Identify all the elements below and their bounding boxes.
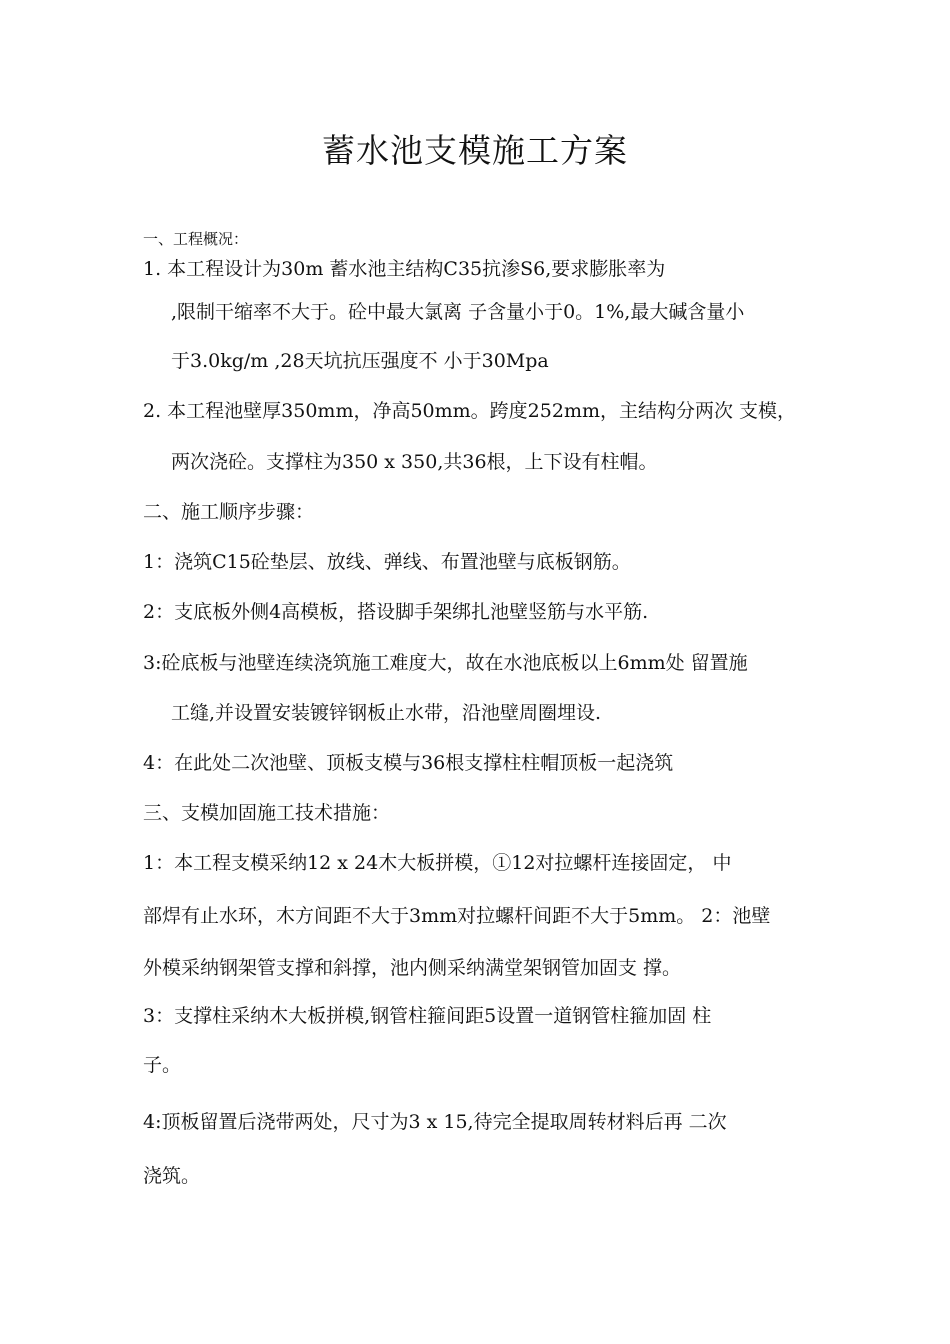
paragraph-line: ,限制干缩率不大于。砼中最大氯离 子含量小于0。1%,最大碱含量小 — [171, 301, 745, 323]
paragraph-line: 部焊有止水环，木方间距不大于3mm对拉螺杆间距不大于5mm。 2：池壁 — [143, 905, 771, 927]
paragraph-line: 1. 本工程设计为30m 蓄水池主结构C35抗渗S6,要求膨胀率为 — [143, 258, 666, 280]
paragraph-line: 2：支底板外侧4高模板，搭设脚手架绑扎池壁竖筋与水平筋. — [143, 601, 649, 623]
paragraph-line: 外模采纳钢架管支撑和斜撑，池内侧采纳满堂架钢管加固支 撑。 — [143, 957, 682, 979]
paragraph-line: 于3.0kg/m ,28天坑抗压强度不 小于30Mpa — [171, 350, 549, 372]
paragraph-line: 1：本工程支模采纳12 x 24木大板拼模，①12对拉螺杆连接固定， 中 — [143, 852, 732, 874]
section-heading-measures: 三、支模加固施工技术措施： — [143, 802, 391, 824]
paragraph-line: 两次浇砼。支撑柱为350 x 350,共36根，上下设有柱帽。 — [171, 451, 658, 473]
paragraph-line: 1：浇筑C15砼垫层、放线、弹线、布置池壁与底板钢筋。 — [143, 551, 631, 573]
document-title: 蓄水池支模施工方案 — [322, 131, 628, 170]
paragraph-line: 3：支撑柱采纳木大板拼模,钢管柱箍间距5设置一道钢管柱箍加固 柱 — [143, 1005, 712, 1027]
paragraph-line: 4：在此处二次池壁、顶板支模与36根支撑柱柱帽顶板一起浇筑 — [143, 752, 674, 774]
paragraph-line: 浇筑。 — [143, 1165, 201, 1187]
section-heading-sequence: 二、施工顺序步骤： — [143, 501, 315, 523]
paragraph-line: 4:顶板留置后浇带两处，尺寸为3 x 15,待完全提取周转材料后再 二次 — [143, 1111, 727, 1133]
paragraph-line: 3:砼底板与池壁连续浇筑施工难度大，故在水池底板以上6mm处 留置施 — [143, 652, 748, 674]
paragraph-line: 工缝,并设置安装镀锌钢板止水带，沿池壁周圈埋设. — [171, 702, 602, 724]
paragraph-line: 2. 本工程池壁厚350mm，净高50mm。跨度252mm，主结构分两次 支模， — [143, 400, 797, 422]
section-heading-overview: 一、工程概况： — [143, 230, 249, 248]
paragraph-line: 子。 — [143, 1054, 182, 1076]
